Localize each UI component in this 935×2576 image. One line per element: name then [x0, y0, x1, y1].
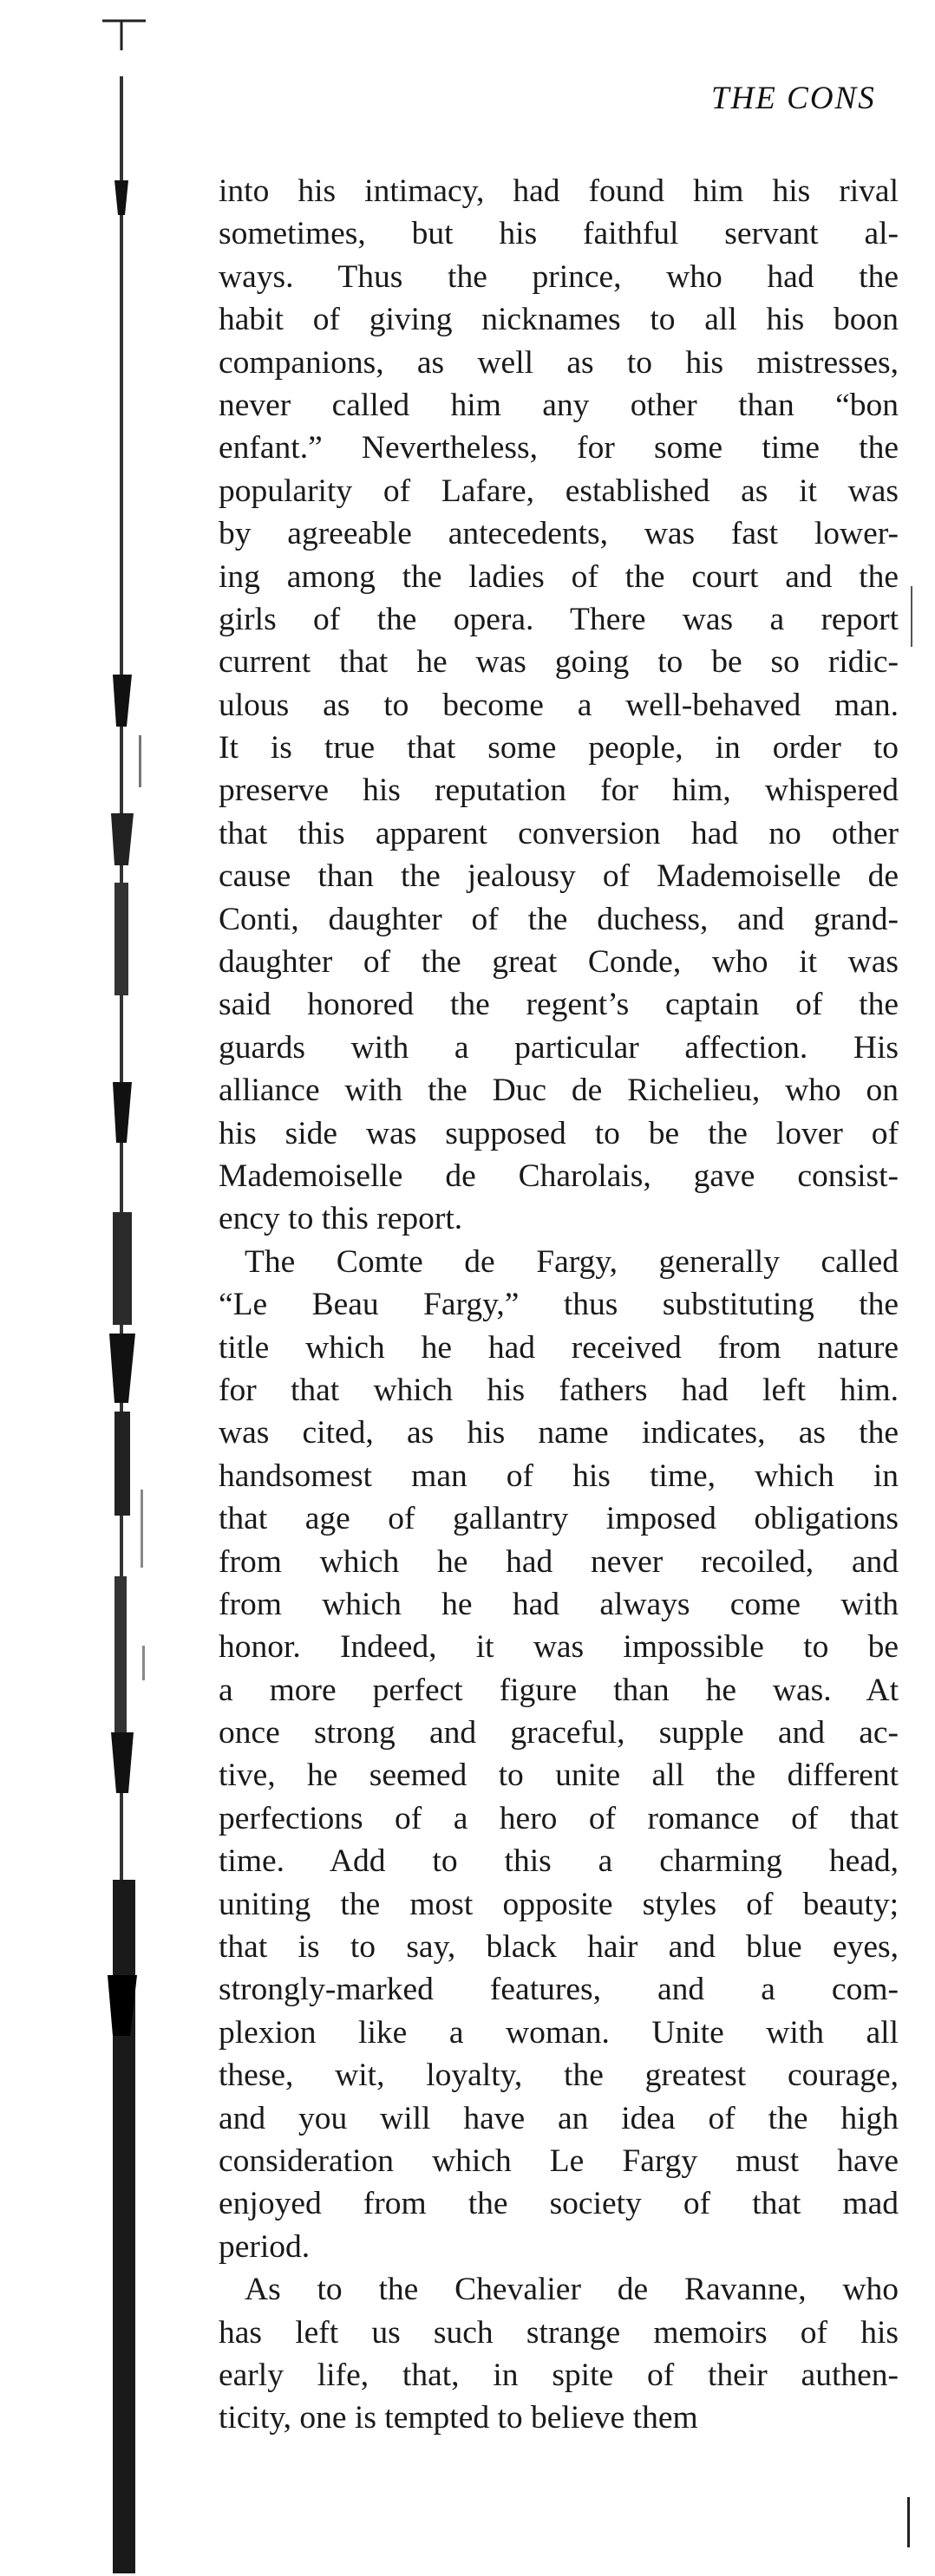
text-line: strongly-marked features, and a com- [219, 1972, 899, 2008]
binding-gutter [102, 16, 154, 2573]
margin-mark [907, 2497, 910, 2547]
text-line: for that which his fathers had left him. [219, 1372, 899, 1408]
text-line: ency to this report. [219, 1201, 463, 1237]
text-line: Conti, daughter of the duchess, and grand- [219, 901, 899, 937]
paragraph [219, 2268, 899, 2440]
text-line: never called him any other than “bon [219, 387, 899, 423]
text-line: As to the Chevalier de Ravanne, who [245, 2272, 899, 2308]
text-line: was cited, as his name indicates, as the [219, 1415, 899, 1451]
text-line: Mademoiselle de Charolais, gave consist- [219, 1158, 899, 1194]
text-line: plexion like a woman. Unite with all [219, 2014, 899, 2051]
text-line: by agreeable antecedents, was fast lower- [219, 516, 899, 552]
text-line: perfections of a hero of romance of that [219, 1800, 899, 1836]
text-line: enjoyed from the society of that mad [219, 2186, 899, 2222]
text-line: has left us such strange memoirs of his [219, 2314, 899, 2351]
text-line: preserve his reputation for him, whispered [219, 773, 899, 809]
text-line: that age of gallantry imposed obligations [219, 1501, 899, 1537]
text-line: honor. Indeed, it was impossible to be [219, 1629, 899, 1666]
text-line: and you will have an idea of the high [219, 2100, 899, 2136]
text-line: companions, as well as to his mistresses, [219, 344, 899, 381]
text-line: It is true that some people, in order to [219, 730, 899, 766]
text-line: cause than the jealousy of Mademoiselle de [219, 858, 899, 895]
text-line: that is to say, black hair and blue eyes, [219, 1929, 899, 1966]
text-line: current that he was going to be so ridic- [219, 644, 899, 681]
text-line: into his intimacy, had found him his rival [219, 173, 899, 209]
text-line: sometimes, but his faithful servant al- [219, 216, 899, 252]
text-line: handsomest man of his time, which in [219, 1458, 899, 1494]
text-line: ways. Thus the prince, who had the [219, 258, 899, 295]
text-line: consideration which Le Fargy must have [219, 2142, 899, 2179]
text-line: period. [219, 2228, 311, 2265]
text-line: these, wit, loyalty, the greatest courage, [219, 2058, 899, 2094]
text-line: girls of the opera. There was a report [219, 601, 899, 637]
text-line: from which he had never recoiled, and [219, 1543, 899, 1580]
text-line: said honored the regent’s captain of the [219, 987, 899, 1023]
text-line: ticity, one is tempted to believe them [219, 2400, 698, 2436]
text-line: daughter of the great Conde, who it was [219, 944, 899, 981]
text-line: The Comte de Fargy, generally called [245, 1243, 899, 1280]
text-line: that this apparent conversion had no other [219, 815, 899, 851]
text-line: title which he had received from nature [219, 1329, 899, 1366]
text-line: habit of giving nicknames to all his boon [219, 302, 899, 338]
paragraph [219, 170, 899, 1241]
text-line: enfant.” Nevertheless, for some time the [219, 430, 899, 466]
text-line: “Le Beau Fargy,” thus substituting the [219, 1287, 899, 1323]
margin-mark [911, 586, 912, 647]
text-line: guards with a particular affection. His [219, 1029, 899, 1066]
text-line: once strong and graceful, supple and ac- [219, 1715, 899, 1751]
text-line: ing among the ladies of the court and the [219, 558, 899, 595]
text-line: time. Add to this a charming head, [219, 1843, 899, 1880]
text-line: a more perfect figure than he was. At [219, 1672, 899, 1708]
text-line: his side was supposed to be the lover of [219, 1115, 899, 1151]
text-line: alliance with the Duc de Richelieu, who on [219, 1073, 899, 1109]
paragraph [219, 1241, 899, 2268]
text-line: from which he had always come with [219, 1586, 899, 1622]
text-line: tive, he seemed to unite all the different [219, 1758, 899, 1794]
text-line: early life, that, in spite of their authen- [219, 2357, 899, 2393]
running-head: THE CONS [711, 81, 876, 116]
text-line: uniting the most opposite styles of beauty; [219, 1886, 899, 1922]
text-line: popularity of Lafare, established as it was [219, 473, 899, 509]
text-column [219, 170, 899, 2440]
text-line: ulous as to become a well-behaved man. [219, 687, 899, 723]
